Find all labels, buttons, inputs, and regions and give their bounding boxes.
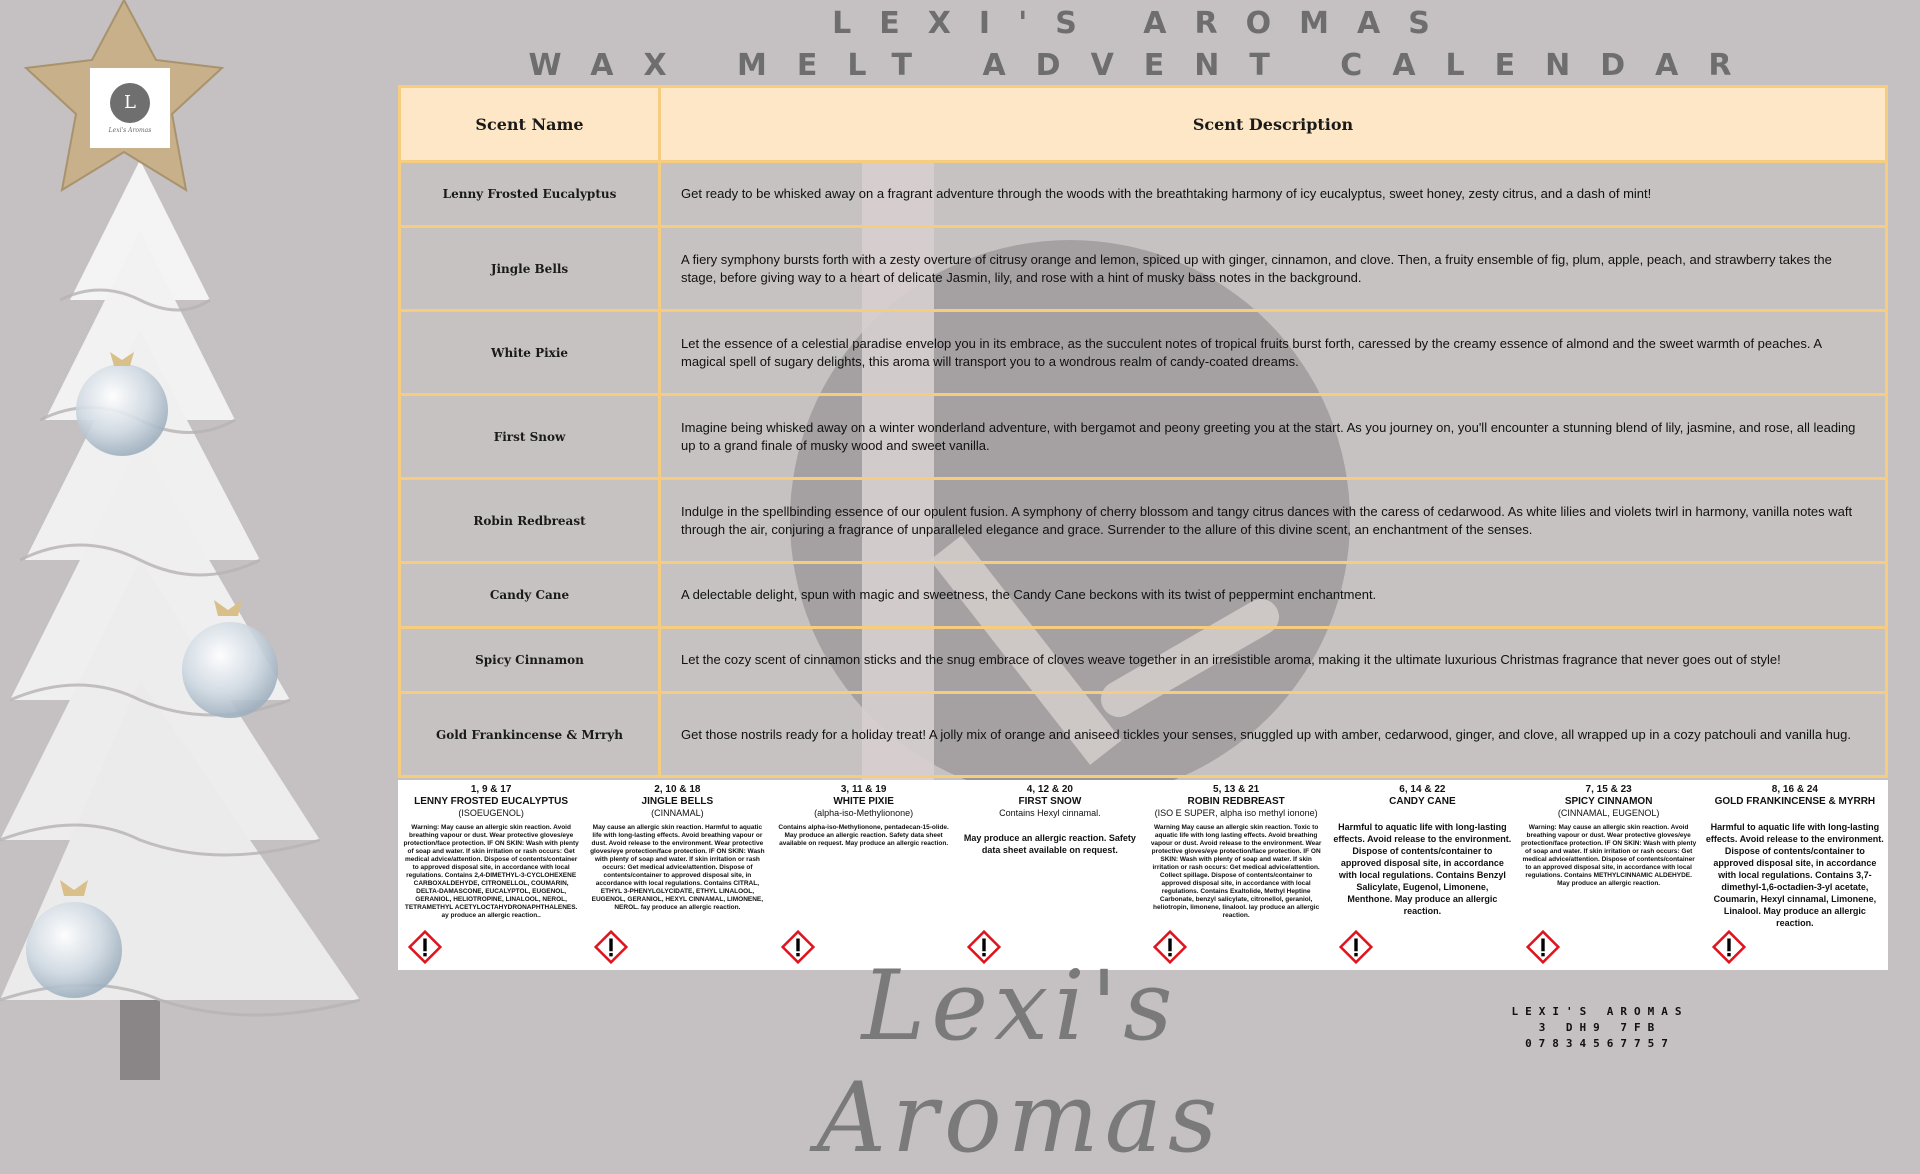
label-name: WHITE PIXIE — [833, 796, 894, 807]
scent-description: Get those nostrils ready for a holiday treat! A jolly mix of orange and aniseed tickles your senses, snuggled up with amber, cedarwood, ginger, and clove, all wrapped up in a cozy patchouli and vanilla hug. — [660, 693, 1887, 777]
header-scent-name: Scent Name — [400, 87, 660, 162]
christmas-tree-decoration — [0, 0, 420, 1080]
label-warning: Harmful to aquatic life with long-lasting effects. Avoid release to the environment. Dispose of contents/container to approved disposal site, in accordance with local regulations. Contains 3,7-dimethyl-1,6-octadien-3-yl acetate, Coumarin, Hexyl cinnamal, Limonene, Linalool. May produce an allergic reaction. — [1705, 822, 1884, 928]
clp-label — [584, 780, 770, 970]
contact-name: LEXI'S AROMAS — [1511, 1005, 1689, 1018]
label-sub: Contains Hexyl cinnamal. — [999, 808, 1101, 818]
label-days: 2, 10 & 18 — [654, 784, 701, 795]
clp-label — [1329, 780, 1515, 970]
contact-phone: 07834567757 — [1525, 1037, 1675, 1050]
scent-name: First Snow — [400, 395, 660, 479]
clp-label — [771, 780, 957, 970]
brand-badge-letter: L — [110, 83, 150, 123]
label-name: ROBIN REDBREAST — [1187, 796, 1285, 807]
clp-label — [957, 780, 1143, 970]
table-row — [400, 311, 1887, 395]
clp-label — [1702, 780, 1888, 970]
scent-name: Spicy Cinnamon — [400, 628, 660, 693]
scent-name: Jingle Bells — [400, 227, 660, 311]
clp-label — [398, 780, 584, 970]
label-warning: May cause an allergic skin reaction. Harmful to aquatic life with long-lasting effects. Avoid breathing vapour or dust. Avoid release to the environment. Wear protective gloves/eye protection/face protection. IF ON SKIN: Wash with plenty of soap and water. If skin irritation or rash occurs: Get medical advice/attention. Dispose of contents/container to approved disposal site, in accordance with local regulations. Contains CITRAL, ETHYL 3-PHENYLGLYCIDATE, ETHYL LINALOOL, EUGENOL, GERANIOL, HEXYL CINNAMAL, LIMONENE, NEROL. fay produce an allergic reaction. — [590, 824, 765, 911]
brand-badge — [90, 68, 170, 148]
table-header-row — [400, 87, 1887, 162]
table-row — [400, 563, 1887, 628]
label-warning: Contains alpha-iso-Methylionone, pentadecan-15-olide. May produce an allergic reaction. Safety data sheet available on request. May produce an allergic reaction. — [778, 824, 949, 847]
hazard-exclamation-icon — [1526, 930, 1560, 964]
table-row — [400, 227, 1887, 311]
title-calendar: WAX MELT ADVENT CALENDAR — [528, 48, 1762, 83]
label-days: 3, 11 & 19 — [840, 784, 887, 795]
contact-block — [1480, 1004, 1720, 1052]
hazard-exclamation-icon — [594, 930, 628, 964]
clp-labels — [398, 780, 1888, 970]
table-row — [400, 395, 1887, 479]
label-warning: Warning: May cause an allergic skin reaction. Avoid breathing vapour or dust. Wear protective gloves/eye protection/face protection. IF ON SKIN: Wash with plenty of soap and water. If skin irritation or rash occurs: Get medical advice/attention. Dispose of contents/container to an approved disposal site, in accordance with local regulations. Contains METHYLCINNAMIC ALDEHYDE. May produce an allergic reaction. — [1520, 824, 1697, 887]
clp-label — [1516, 780, 1702, 970]
label-days: 7, 15 & 23 — [1585, 784, 1632, 795]
scent-description: Imagine being whisked away on a winter wonderland adventure, with bergamot and peony greeting you at the start. As you journey on, you'll encounter a stunning blend of lily, jasmine, and rose, all leading up to a grand finale of musky wood and sweet vanilla. — [660, 395, 1887, 479]
label-name: CANDY CANE — [1389, 796, 1456, 807]
label-name: FIRST SNOW — [1018, 796, 1082, 807]
scent-description: Get ready to be whisked away on a fragrant adventure through the woods with the breathtaking harmony of icy eucalyptus, sweet honey, zesty citrus, and a dash of mint! — [660, 162, 1887, 227]
clp-label — [1143, 780, 1329, 970]
label-name: SPICY CINNAMON — [1564, 796, 1653, 807]
label-sub: (ISOEUGENOL) — [458, 808, 524, 818]
label-sub: (CINNAMAL) — [651, 808, 704, 818]
label-name: JINGLE BELLS — [641, 796, 714, 807]
scent-description: Let the essence of a celestial paradise envelop you in its embrace, as the succulent notes of tropical fruits burst forth, caressed by the creamy essence of almond and the sweet warmth of peaches. A magical spell of sugary delights, this aroma will transport you to a wondrous realm of candy-coated dreams. — [660, 311, 1887, 395]
scent-description: A fiery symphony bursts forth with a zesty overture of citrusy orange and lemon, spiced up with ginger, cinnamon, and clove. Then, a fruity ensemble of fig, plum, apple, peach, and strawberry takes the stage, before giving way to a heart of delicate Jasmin, lily, and rose with a hint of musky bass notes in the background. — [660, 227, 1887, 311]
scent-name: White Pixie — [400, 311, 660, 395]
title-brand: LEXI'S AROMAS — [832, 6, 1458, 41]
label-warning: Warning May cause an allergic skin reaction. Toxic to aquatic life with long lasting effects. Avoid breathing vapour or dust. Avoid release to the environment. Wear protective gloves/eye protection/face protection. IF ON SKIN: Wash with plenty of soap and water. If skin irritation or rash occurs: Get medical advice/attention. Collect spillage. Dispose of contents/container to approved disposal site, in accordance with local regulations. Contains Exaltolide, Methyl Heptine Carbonate, benzyl salicylate, citronellol, geraniol, heliotropin, limonene, linalool. lay produce an allergic reaction. — [1150, 824, 1322, 919]
label-sub: (ISO E SUPER, alpha iso methyl ionone) — [1154, 808, 1318, 818]
scent-name: Gold Frankincense & Mrryh — [400, 693, 660, 777]
label-warning: May produce an allergic reaction. Safety data sheet available on request. — [963, 833, 1136, 855]
label-days: 5, 13 & 21 — [1213, 784, 1260, 795]
scent-name: Robin Redbreast — [400, 479, 660, 563]
header-scent-description: Scent Description — [660, 87, 1887, 162]
label-days: 6, 14 & 22 — [1399, 784, 1446, 795]
label-sub: (alpha-iso-Methylionone) — [814, 808, 914, 818]
label-days: 1, 9 & 17 — [470, 784, 512, 795]
script-logo: Lexi's Aromas — [816, 950, 1224, 1174]
table-row — [400, 628, 1887, 693]
contact-postcode: 3 DH9 7FB — [1538, 1021, 1662, 1034]
scent-description: Let the cozy scent of cinnamon sticks and the snug embrace of cloves weave together in an irresistible aroma, making it the ultimate luxurious Christmas fragrance that never goes out of style! — [660, 628, 1887, 693]
hazard-exclamation-icon — [1712, 930, 1746, 964]
scent-description: A delectable delight, spun with magic and sweetness, the Candy Cane beckons with its twist of peppermint enchantment. — [660, 563, 1887, 628]
scent-table — [398, 85, 1888, 778]
label-warning: Harmful to aquatic life with long-lasting effects. Avoid release to the environment. Dispose of contents/container to approved disposal site, in accordance with local regulations. Contains Benzyl Salicylate, Eugenol, Limonene, Menthone. May produce an allergic reaction. — [1333, 822, 1512, 916]
label-days: 8, 16 & 24 — [1771, 784, 1818, 795]
scent-description: Indulge in the spellbinding essence of our opulent fusion. A symphony of cherry blossom and tangy citrus dances with the caress of cedarwood. As white lilies and violets twirl in harmony, vanilla notes waft through the air, conjuring a fragrance of unparalleled elegance and grace. Surrender to the allure of this divine scent, an enchantment of the senses. — [660, 479, 1887, 563]
label-name: GOLD FRANKINCENSE & MYRRH — [1714, 796, 1876, 807]
hazard-exclamation-icon — [408, 930, 442, 964]
table-row — [400, 162, 1887, 227]
scent-name: Candy Cane — [400, 563, 660, 628]
label-days: 4, 12 & 20 — [1026, 784, 1073, 795]
tree-illustration — [0, 0, 420, 1080]
scent-name: Lenny Frosted Eucalyptus — [400, 162, 660, 227]
label-sub: (CINNAMAL, EUGENOL) — [1557, 808, 1660, 818]
label-name: LENNY FROSTED EUCALYPTUS — [414, 796, 569, 807]
table-row — [400, 479, 1887, 563]
table-row — [400, 693, 1887, 777]
label-warning: Warning: May cause an allergic skin reaction. Avoid breathing vapour or dust. Wear protective gloves/eye protection/face protection. IF ON SKIN: Wash with plenty of soap and water. If skin irritation or rash occurs: Get medical advice/attention. Dispose of contents/container to approved disposal site, in accordance with local regulations. Contains 2,4-DIMETHYL-3-CYCLOHEXENE CARBOXALDEHYDE, CITRONELLOL, COUMARIN, DELTA-DAMASCONE, EUCALYPTOL, EUGENOL, GERANIOL, HELIOTROPINE, LINALOOL, NEROL, TETRAMETHYL ACETYLOCTAHYDRONAPHTHALENES. ay produce an allergic reaction.. — [403, 824, 579, 919]
brand-badge-sub: Lexi's Aromas — [108, 126, 152, 134]
